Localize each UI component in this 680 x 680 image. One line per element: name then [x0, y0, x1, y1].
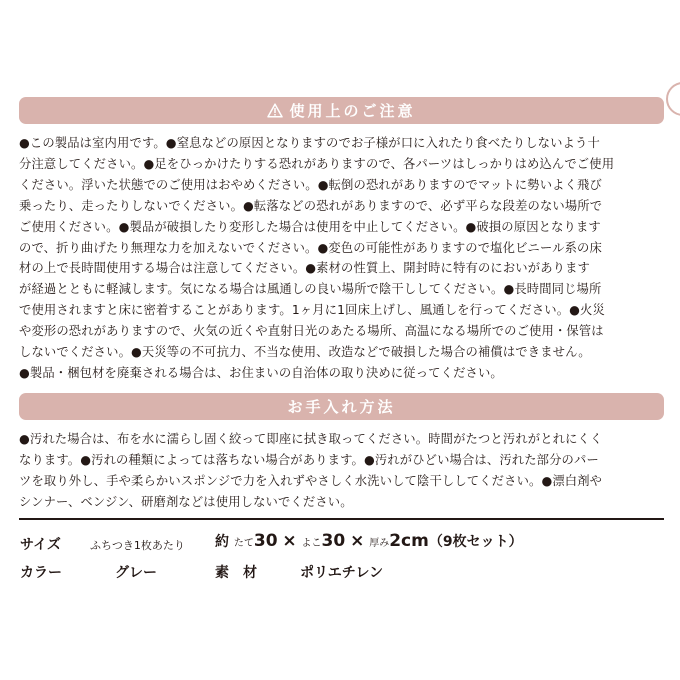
set-count: （9枚セット） [428, 534, 523, 550]
width-value: 30 [253, 531, 278, 551]
color-value: グレー [115, 565, 157, 581]
caution-line: 材の上で長時間使用する場合は注意してください。●素材の性質上、開封時に特有のにおいがあります [19, 261, 590, 276]
size-prefix: 約 [215, 534, 229, 550]
caution-line: で使用されますと床に密着することがあります。1ヶ月に1回床上げし、風通しを行ってください。●火災 [19, 303, 605, 318]
caution-line: が経過とともに軽減します。気になる場合は風通しの良い場所で陰干ししてください。●長時間同じ場所 [19, 282, 602, 297]
thickness-label: 厚み [369, 538, 390, 549]
material-label: 素 材 [215, 565, 257, 581]
warning-triangle-icon [267, 103, 283, 118]
caution-line: ので、折り曲げたり無理な力を加えないでください。●変色の可能性がありますので塩化ビニール系の床 [19, 240, 602, 255]
width-label: たて [233, 538, 254, 549]
divider-line [19, 518, 664, 520]
caution-title: 使用上のご注意 [289, 102, 416, 120]
size-value [215, 531, 523, 551]
care-title: お手入れ方法 [287, 398, 396, 416]
size-note: ふちつき1枚あたり [90, 539, 185, 552]
caution-text [19, 133, 664, 384]
times-sign: × [350, 531, 365, 551]
caution-line: ●製品・梱包材を廃棄される場合は、お住まいの自治体の取り決めに従ってください。 [19, 365, 503, 380]
length-value: 30 [321, 531, 346, 551]
care-line: ●汚れた場合は、布を水に濡らし固く絞って即座に拭き取ってください。時間がたつと汚れがとれにくく [19, 432, 603, 446]
care-line: ツを取り外し、手や柔らかいスポンジで力を入れずやさしく水洗いして陰干ししてください。●漂白剤や [19, 473, 603, 488]
caution-line: や変形の恐れがありますので、火気の近くや直射日光のあたる場所、高温になる場所でのご使用・保管は [19, 324, 604, 339]
times-sign: × [282, 531, 297, 551]
caution-line: 乗ったり、走ったりしないでください。●転落などの恐れがありますので、必ず平らな段差のない場所で [19, 198, 603, 213]
material-value: ポリエチレン [300, 565, 384, 581]
caution-line: ●この製品は室内用です。●窒息などの原因となりますのでお子様が口に入れたり食べたりしないよう十 [19, 136, 600, 150]
thickness-value: 2cm [389, 531, 429, 551]
care-header-bar [19, 393, 664, 420]
care-text [19, 429, 664, 513]
color-label: カラー [20, 565, 62, 581]
caution-header-bar [19, 97, 664, 124]
care-line: シンナー、ベンジン、研磨剤などは使用しないでください。 [19, 494, 353, 509]
caution-line: ください。浮いた状態でのご使用はおやめください。●転倒の恐れがありますのでマットに勢いよく飛び [19, 177, 602, 192]
decorative-corner-arc [666, 82, 680, 116]
care-line: なります。●汚れの種類によっては落ちない場合があります。●汚れがひどい場合は、汚れた部分のパー [19, 452, 599, 467]
caution-line: ご使用ください。●製品が破損したり変形した場合は使用を中止してください。●破損の原因となります [19, 219, 601, 234]
caution-line: 分注意してください。●足をひっかけたりする恐れがありますので、各パーツはしっかりはめ込んでご使用 [19, 156, 615, 171]
caution-line: しないでください。●天災等の不可抗力、不当な使用、改造などで破損した場合の補償はできません。 [19, 345, 591, 360]
size-label: サイズ [20, 537, 61, 553]
length-label: よこ [301, 538, 322, 549]
